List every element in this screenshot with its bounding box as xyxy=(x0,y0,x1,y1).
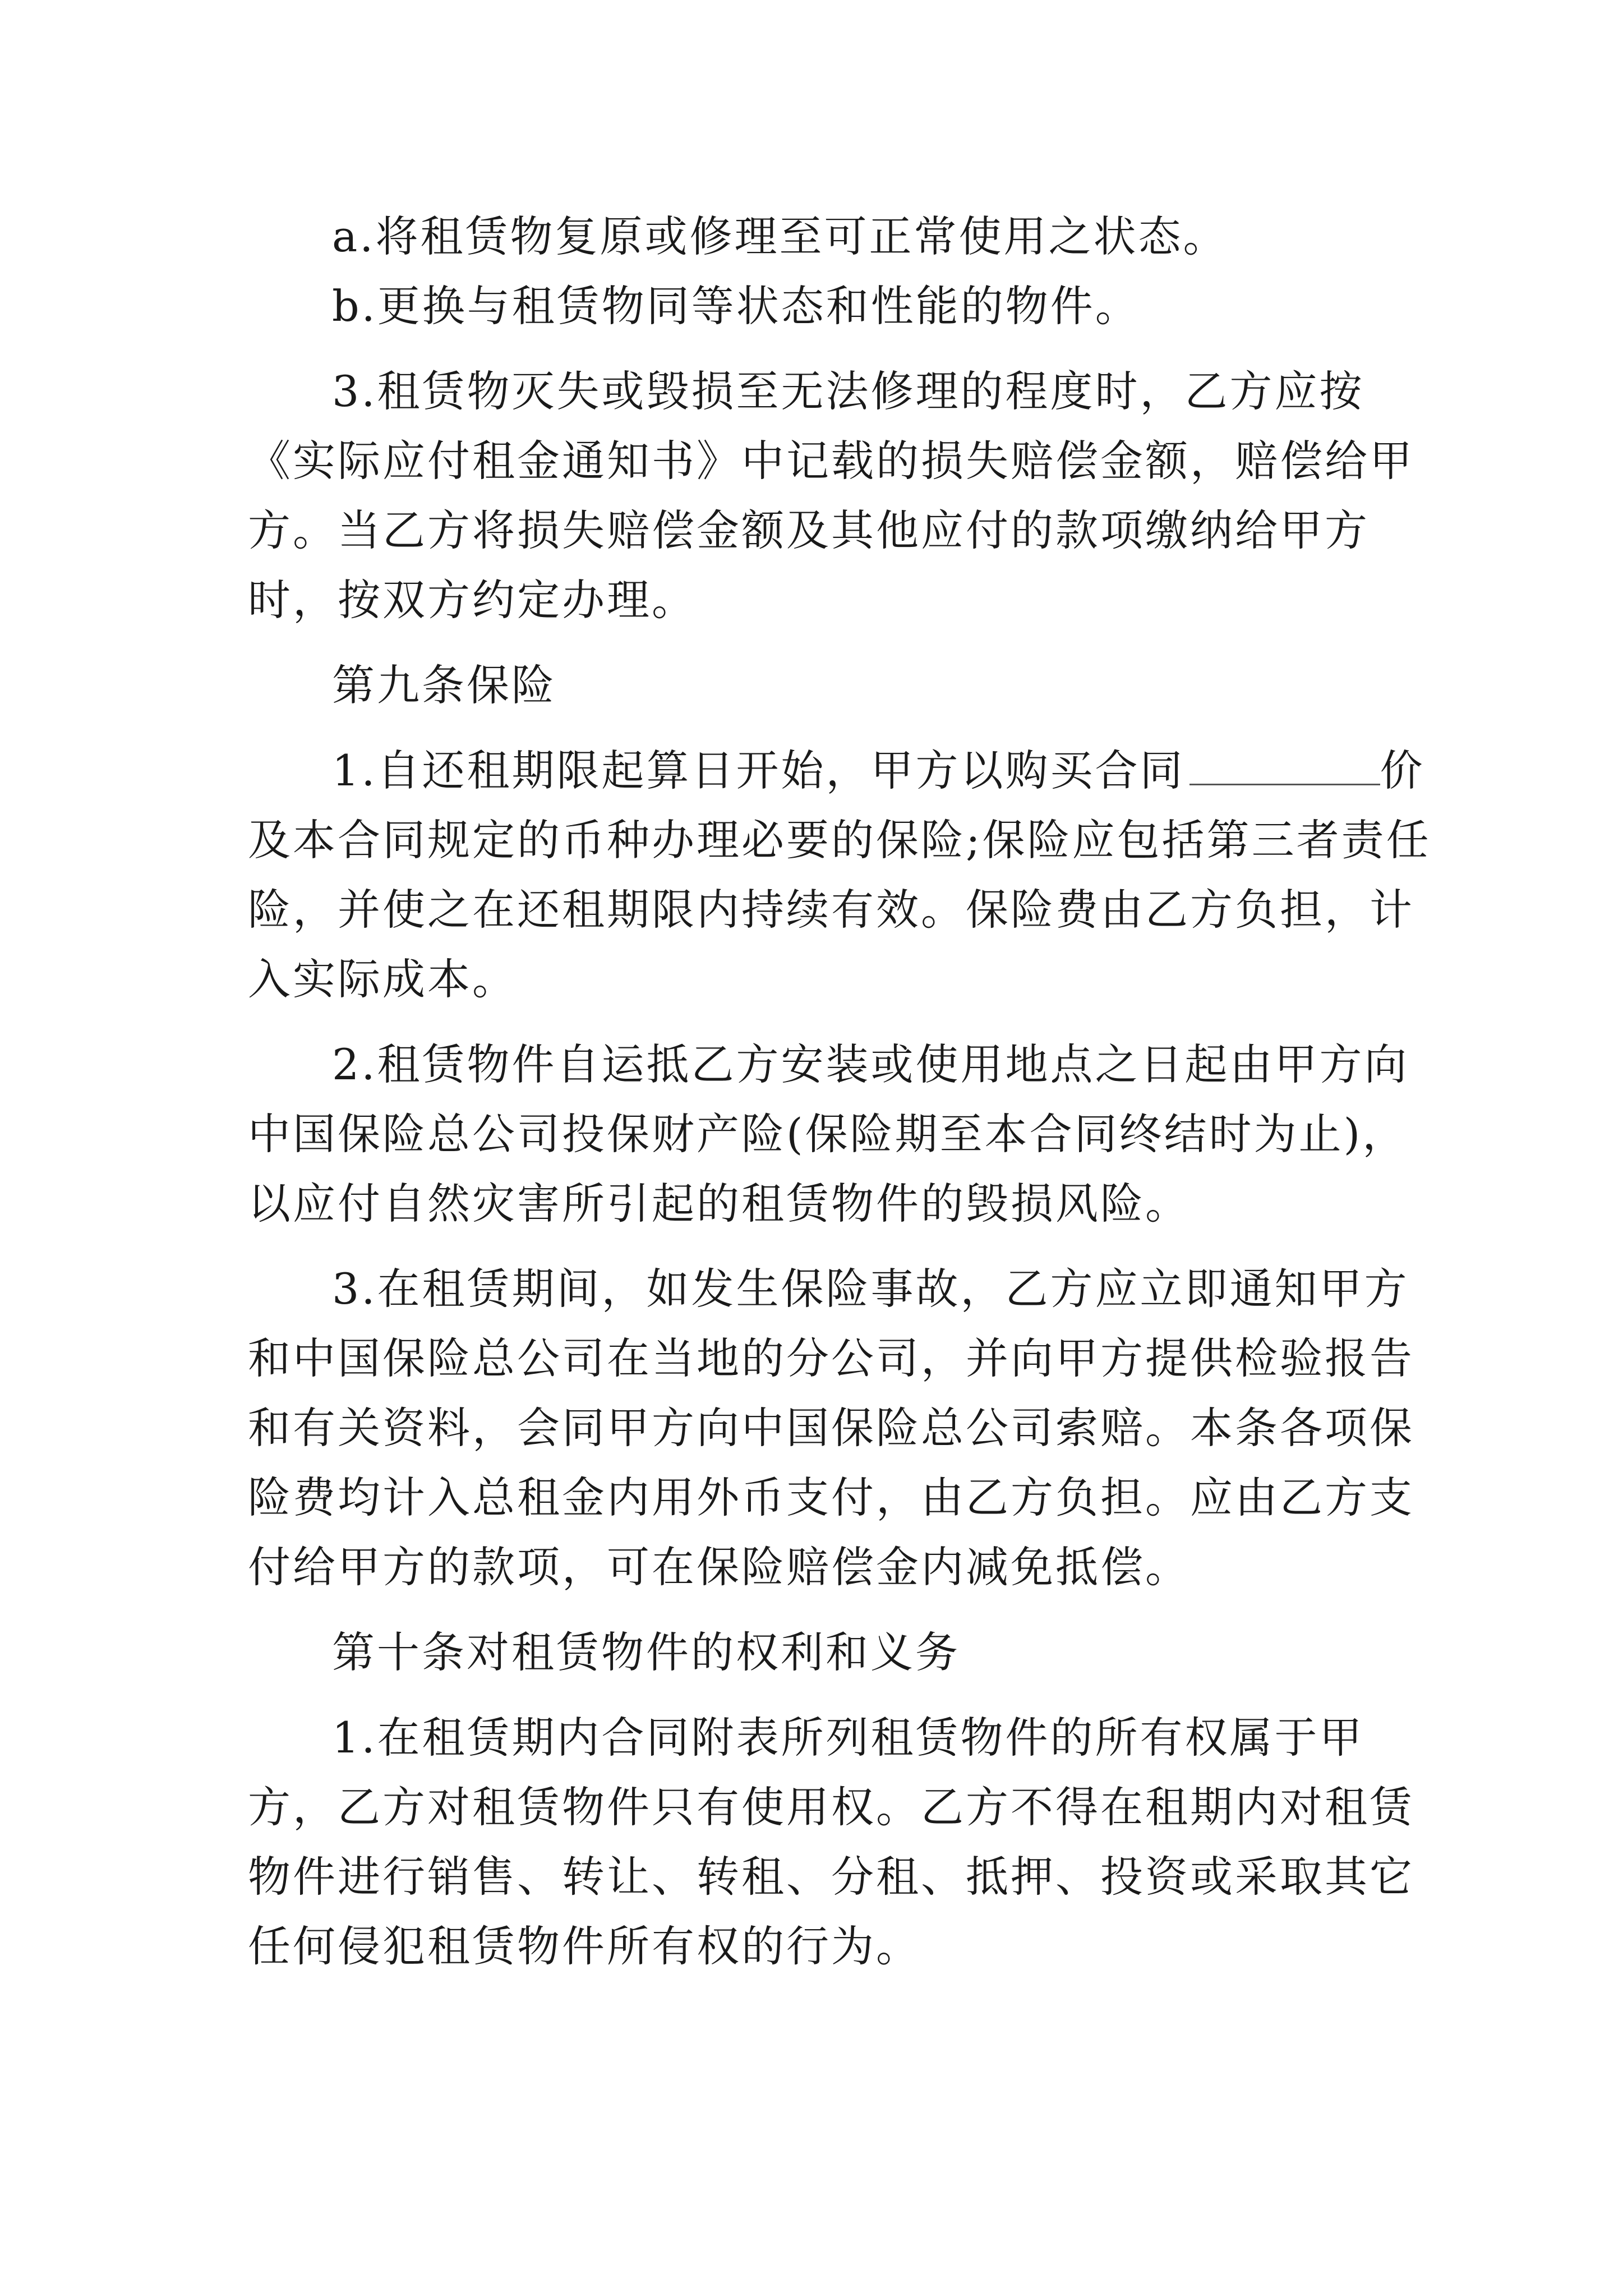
clause-9-1-start-text: 1.自还租期限起算日开始，甲方以购买合同 xyxy=(332,746,1185,795)
item-b-paragraph: b.更换与租赁物同等状态和性能的物件。 xyxy=(332,281,1140,331)
clause-8-3-paragraph: 3.租赁物灭失或毁损至无法修理的程度时，乙方应按《实际应付租金通知书》中记载的损失赔偿金额，赔偿给甲方。当乙方将损失赔偿金额及其他应付的款项缴纳给甲方时，按双方约定办理。 xyxy=(248,366,1414,625)
article-10-heading: 第十条对租赁物件的权利和义务 xyxy=(332,1627,960,1677)
clause-9-1-rest-text: 价及本合同规定的币种办理必要的保险;保险应包括第三者责任险，并使之在还租期限内持续有效。保险费由乙方负担，计入实际成本。 xyxy=(248,746,1431,1004)
clause-9-1-paragraph xyxy=(248,736,1437,1014)
clause-9-3-paragraph: 3.在租赁期间，如发生保险事故，乙方应立即通知甲方和中国保险总公司在当地的分公司，并向甲方提供检验报告和有关资料，会同甲方向中国保险总公司索赔。本条各项保险费均计入总租金内用外币支付，由乙方负担。应由乙方支付给甲方的款项，可在保险赔偿金内减免抵偿。 xyxy=(248,1264,1414,1592)
clause-10-1-paragraph: 1.在租赁期内合同附表所列租赁物件的所有权属于甲方，乙方对租赁物件只有使用权。乙方不得在租期内对租赁物件进行销售、转让、转租、分租、抵押、投资或采取其它任何侵犯租赁物件所有权的行为。 xyxy=(248,1713,1414,1971)
article-9-heading: 第九条保险 xyxy=(332,660,556,710)
item-a-paragraph: a.将租赁物复原或修理至可正常使用之状态。 xyxy=(332,211,1228,261)
clause-9-2-paragraph: 2.租赁物件自运抵乙方安装或使用地点之日起由甲方向中国保险总公司投保财产险(保险期至本合同终结时为止)，以应付自然灾害所引起的租赁物件的毁损风险。 xyxy=(248,1039,1409,1228)
fill-in-blank-line xyxy=(1189,779,1380,785)
document-body xyxy=(248,202,1437,1981)
